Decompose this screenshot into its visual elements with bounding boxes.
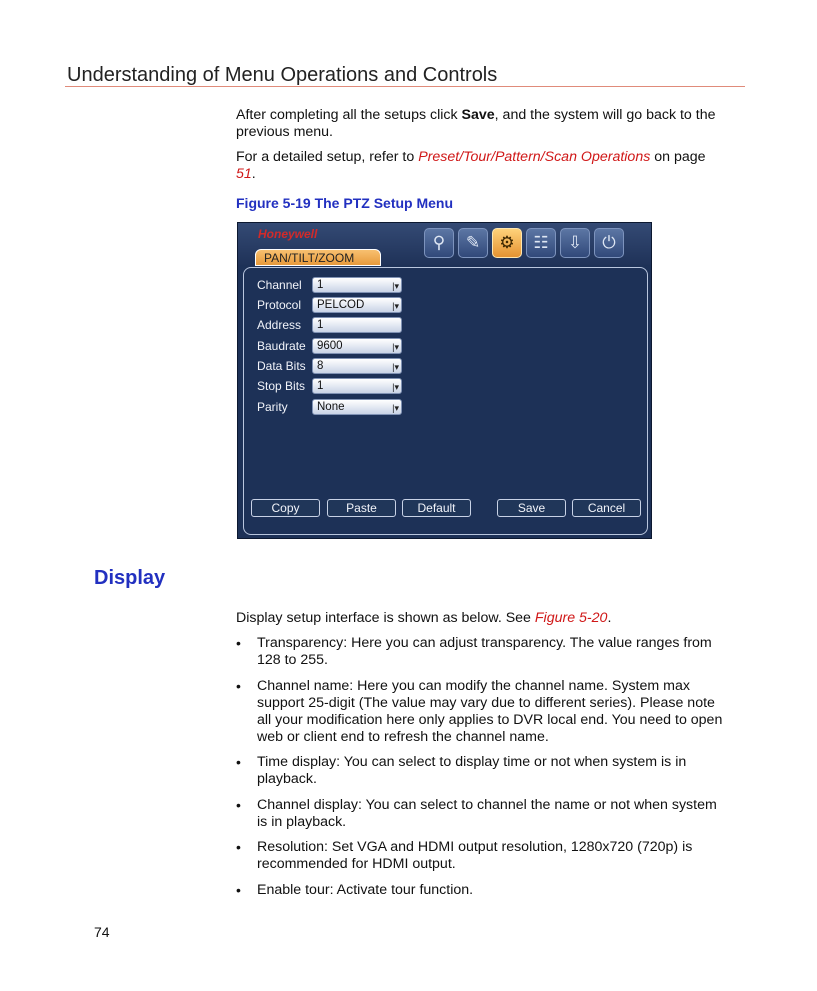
bullet-text: Channel name: Here you can modify the channel name. System max support 25-digit (The value may vary due to different series). Please note all your modification here only applies to DVR local end. You need to open web or client end to refresh the channel name. [257, 677, 723, 745]
list-item [236, 635, 726, 669]
list-item [236, 839, 726, 873]
channel-select[interactable] [312, 277, 402, 293]
bullet-icon: • [236, 635, 241, 651]
shutdown-icon[interactable]: ⏻ [594, 228, 624, 258]
ptz-settings-panel [243, 267, 648, 535]
tab-pan-tilt-zoom[interactable]: PAN/TILT/ZOOM [255, 249, 381, 266]
data-bits-label: Data Bits [257, 359, 306, 373]
display-options-list [236, 635, 726, 907]
data-bits-value: 8 [317, 360, 324, 372]
list-item [236, 797, 726, 831]
address-row [257, 317, 402, 333]
bullet-text: Channel display: You can select to channel the name or not when system is in playback. [257, 796, 717, 830]
display-intro-text: Display setup interface is shown as below. See [236, 610, 535, 626]
chevron-down-icon: |▾ [392, 281, 399, 291]
page-51-link[interactable]: 51 [236, 166, 252, 182]
bullet-icon: • [236, 796, 241, 813]
baudrate-label: Baudrate [257, 339, 306, 353]
bullet-icon: • [236, 754, 241, 770]
save-button[interactable]: Save [497, 499, 566, 517]
bullet-text: Resolution: Set VGA and HDMI output resolution, 1280x720 (720p) is recommended for HDMI output. [257, 839, 693, 872]
preset-operations-link[interactable]: Preset/Tour/Pattern/Scan Operations [418, 149, 651, 165]
dvr-menu-icons [424, 228, 624, 258]
ptz-setup-screenshot [237, 222, 652, 539]
default-button[interactable]: Default [402, 499, 471, 517]
cancel-button[interactable]: Cancel [572, 499, 641, 517]
backup-icon[interactable]: ⇩ [560, 228, 590, 258]
channel-label: Channel [257, 278, 302, 292]
data-bits-select[interactable] [312, 358, 402, 374]
header-rule [65, 86, 745, 87]
save-emphasis: Save [461, 107, 495, 123]
parity-label: Parity [257, 400, 288, 414]
stop-bits-row [257, 378, 402, 394]
bullet-icon: • [236, 881, 241, 898]
protocol-value: PELCOD [317, 299, 365, 311]
bullet-text: Enable tour: Activate tour function. [257, 881, 474, 898]
baudrate-value: 9600 [317, 340, 343, 352]
figure-caption: Figure 5-19 The PTZ Setup Menu [236, 195, 454, 211]
channel-row [257, 277, 402, 293]
honeywell-logo: Honeywell [258, 227, 318, 241]
address-label: Address [257, 318, 302, 332]
display-intro-period: . [607, 610, 612, 626]
stop-bits-label: Stop Bits [257, 379, 306, 393]
stop-bits-select[interactable] [312, 378, 402, 394]
search-person-icon[interactable]: ⚲ [424, 228, 454, 258]
parity-row [257, 399, 402, 415]
reference-period: . [251, 166, 256, 182]
bullet-text: Time display: You can select to display time or not when system is in playback. [257, 754, 687, 787]
parity-value: None [317, 401, 345, 413]
reference-text: For a detailed setup, refer to [236, 149, 419, 165]
protocol-label: Protocol [257, 298, 302, 312]
parity-select[interactable] [312, 399, 402, 415]
chevron-down-icon: |▾ [392, 301, 399, 311]
chevron-down-icon: |▾ [392, 342, 399, 352]
baudrate-select[interactable] [312, 338, 402, 354]
reference-page-text: on page [650, 149, 706, 165]
list-item [236, 754, 726, 788]
display-heading: Display [94, 567, 166, 589]
address-value: 1 [317, 319, 324, 331]
display-intro [236, 610, 726, 627]
figure-5-20-link[interactable]: Figure 5-20 [534, 610, 608, 626]
bullet-icon: • [236, 839, 241, 855]
stop-bits-value: 1 [317, 380, 324, 392]
baudrate-row [257, 338, 402, 354]
list-item [236, 678, 726, 746]
copy-button[interactable]: Copy [251, 499, 320, 517]
list-item [236, 882, 726, 899]
advanced-icon[interactable]: ☷ [526, 228, 556, 258]
paste-button[interactable]: Paste [327, 499, 396, 517]
chevron-down-icon: |▾ [392, 362, 399, 372]
address-input[interactable] [312, 317, 402, 333]
chevron-down-icon: |▾ [392, 382, 399, 392]
data-bits-row [257, 358, 402, 374]
bullet-icon: • [236, 677, 241, 694]
intro-paragraph-reference [236, 149, 726, 183]
info-icon[interactable]: ✎ [458, 228, 488, 258]
intro-text-end: , and the system will go back to the previous menu. [236, 107, 716, 140]
channel-value: 1 [317, 279, 324, 291]
protocol-select[interactable] [312, 297, 402, 313]
intro-text: After completing all the setups click [236, 107, 462, 123]
page-number: 74 [94, 924, 110, 940]
bullet-text: Transparency: Here you can adjust transparency. The value ranges from 128 to 255. [257, 635, 712, 668]
intro-paragraph-save [236, 107, 726, 141]
protocol-row [257, 297, 402, 313]
chevron-down-icon: |▾ [392, 403, 399, 413]
settings-icon[interactable]: ⚙ [492, 228, 522, 258]
page-header-title: Understanding of Menu Operations and Controls [67, 64, 498, 86]
